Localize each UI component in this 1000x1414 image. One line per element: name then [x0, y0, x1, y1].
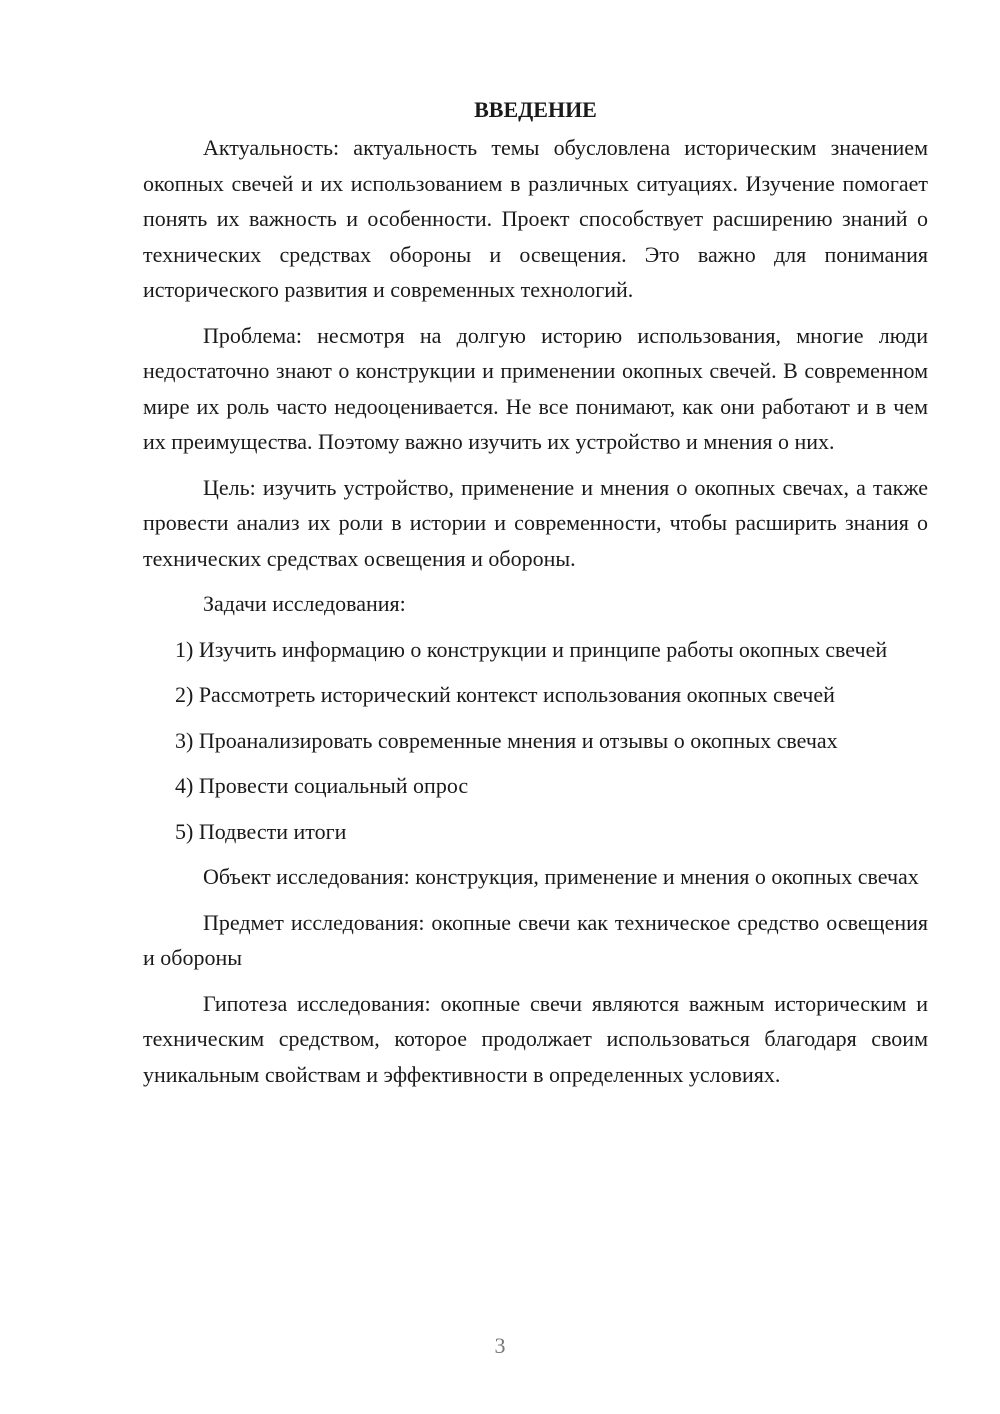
page-content — [143, 92, 928, 1092]
list-item: 3) Проанализировать современные мнения и отзывы о окопных свечах — [175, 727, 838, 753]
paragraph-hypothesis: Гипотеза исследования: окопные свечи являются важным историческим и техническим средством, которое продолжает использоваться благодаря своим уникальным свойствам и эффективности в определенных условиях. — [143, 990, 928, 1087]
tasks-list — [143, 632, 928, 850]
paragraph-problem: Проблема: несмотря на долгую историю использования, многие люди недостаточно знают о конструкции и применении окопных свечей. В современном мире их роль часто недооценивается. Не все понимают, как они работают и в чем их преимущества. Поэтому важно изучить их устройство и мнения о них. — [143, 322, 928, 454]
paragraph-relevance: Актуальность: актуальность темы обусловлена историческим значением окопных свечей и их использованием в различных ситуациях. Изучение помогает понять их важность и особенности. Проект способствует расширению знаний о технических средствах обороны и освещения. Это важно для понимания исторического развития и современных технологий. — [143, 135, 928, 302]
paragraph-subject: Предмет исследования: окопные свечи как техническое средство освещения и обороны — [143, 909, 928, 970]
list-item: 2) Рассмотреть исторический контекст использования окопных свечей — [175, 682, 835, 707]
list-item: 1) Изучить информацию о конструкции и принципе работы окопных свечей — [175, 636, 888, 662]
tasks-heading: Задачи исследования: — [203, 591, 406, 616]
paragraph-goal: Цель: изучить устройство, применение и мнения о окопных свечах, а также провести анализ их роли в истории и современности, чтобы расширить знания о технических средствах освещения и обороны. — [143, 474, 928, 571]
list-item: 4) Провести социальный опрос — [175, 773, 469, 798]
list-item: 5) Подвести итоги — [175, 818, 347, 844]
page-title: ВВЕДЕНИЕ — [474, 97, 597, 122]
paragraph-object: Объект исследования: конструкция, применение и мнения о окопных свечах — [203, 864, 919, 889]
page-number: 3 — [494, 1333, 506, 1358]
